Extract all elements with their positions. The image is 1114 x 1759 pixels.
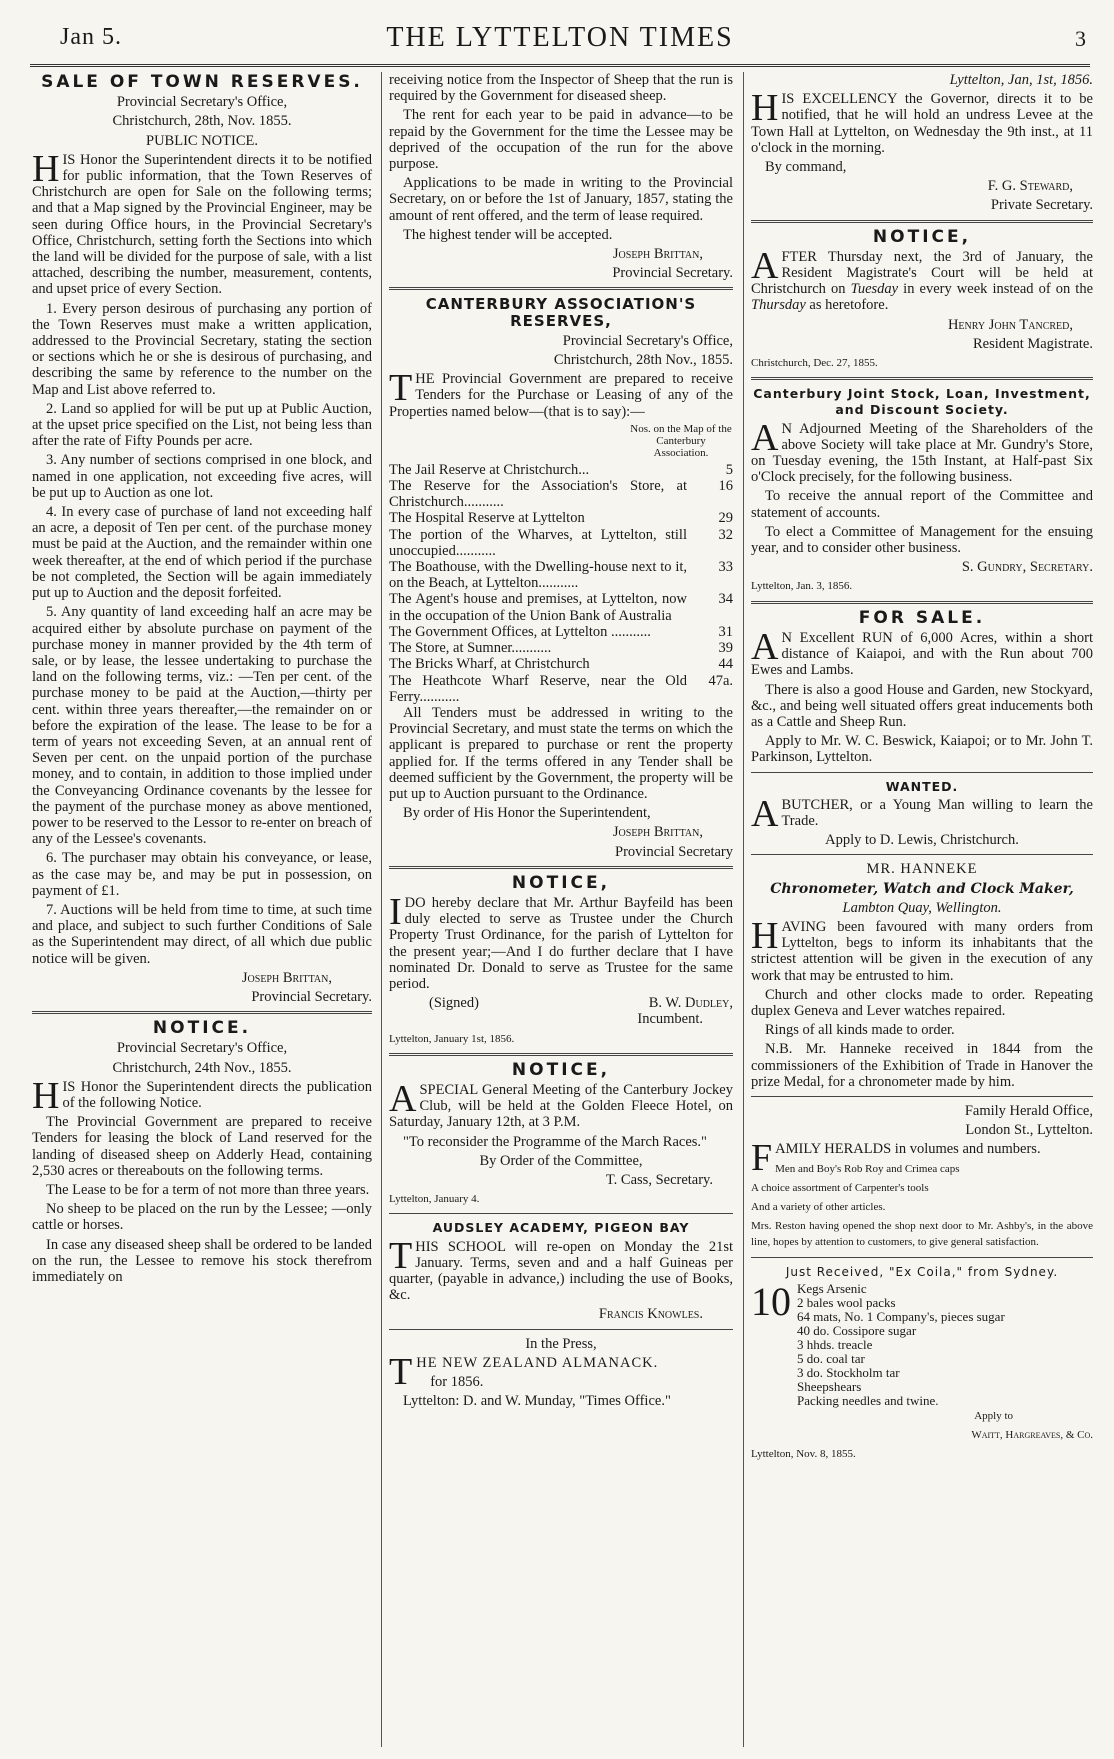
paragraph: HIS Honor the Superintendent directs it to be notified for public information, that the Town Reserves of Christchurch are open for Sale on the following terms; and that a Map signed by the Provincial Engineer, may be seen during Office hours, in the Provincial Secretary's Office, Christchurch, setting forth the Sections into which the land will be divided for the purpose of sale, with a list attached, describing the number, measurement, contents, and upset price of every Section. [32, 147, 372, 298]
text: as heretofore. [809, 297, 889, 314]
reserve-map-number: 44 [718, 656, 733, 673]
heading-notice: NOTICE, [872, 226, 972, 247]
divider [389, 1329, 733, 1330]
paragraph: Lyttelton: D. and W. Munday, "Times Office." [403, 1393, 671, 1410]
divider [389, 1053, 733, 1056]
paragraph: THIS SCHOOL will re-open on Monday the 21st January. Terms, seven and and a half Guineas per quarter, (payable in advance,) including the use of Books, &c. [389, 1234, 733, 1304]
heading-hanneke: MR. HANNEKE [866, 861, 978, 878]
notice-date: Lyttelton, Jan. 3, 1856. [751, 580, 853, 593]
office-date: Christchurch, 24th Nov., 1855. [112, 1059, 292, 1076]
heading-notice: NOTICE. [152, 1018, 252, 1039]
apply-label: Apply to [974, 1409, 1013, 1422]
reserve-item [389, 510, 733, 526]
notice-date: Lyttelton, January 4. [389, 1193, 480, 1206]
map-note: Nos. on the Map of the Canterbury Association. [630, 422, 732, 459]
text: Tuesday [850, 281, 899, 298]
newspaper-title: THE LYTTELTON TIMES [386, 22, 734, 53]
reserve-map-number: 5 [725, 461, 733, 478]
signature: B. W. Dudley, [648, 995, 733, 1012]
column-divider [381, 72, 382, 1747]
divider [751, 854, 1093, 855]
paragraph: Applications to be made in writing to the Provincial Secretary, on or before the 1st of January, 1857, stating the amount of rent offered, and the term of lease required. [389, 175, 733, 224]
paragraph: receiving notice from the Inspector of Sheep that the run is required by the Government for diseased sheep. [389, 72, 733, 105]
reserve-item [389, 559, 733, 591]
office-line: Provincial Secretary's Office, [116, 94, 288, 111]
signature-title: Provincial Secretary. [612, 265, 733, 282]
reserve-map-number: 34 [718, 591, 733, 608]
term-3: 3. Any number of sections comprised in one block, and named in one application, not exceeding five acres, will be put up to Auction as one lot. [32, 452, 372, 501]
paragraph: "To reconsider the Programme of the March Races." [403, 1133, 707, 1150]
paragraph [751, 244, 1093, 314]
goods-item: 40 do. Cossipore sugar [797, 1322, 917, 1338]
term-5: 5. Any quantity of land exceeding half an acre may be acquired either by absolute purchase on payment of the purchase money in manner provided by the 4th term of sale, or by lease, the lessee undertaking to purchase the land on the following terms, viz.: —Ten per cent. of the purchase money to be paid at the Auction,—thirty per cent. within three years thereafter,—the remainder on or before the expiration of the lease. The lease to be for a term of years not exceeding Seven, at an annual rent of Seven per cent. on the unpaid portion of the purchase money, and to contain, in addition to those implied under the Conveyancing Ordinance covenants by the lessee for the payment of the purchase money as above mentioned, power to be reserved to the Lessor to re-enter on breach of any of the Lessee's covenants. [32, 604, 372, 848]
reserve-map-number: 39 [718, 640, 733, 657]
paragraph: Rings of all kinds made to order. [765, 1022, 955, 1039]
hanneke-address: Lambton Quay, Wellington. [842, 899, 1002, 916]
signature-title: Incumbent. [637, 1011, 703, 1028]
paragraph: The highest tender will be accepted. [403, 226, 613, 243]
term-1: 1. Every person desirous of purchasing any portion of the Town Reserves must make a written application, addressed to the Provincial Secretary, stating the section or sections which he or she is desirous of purchasing, and describing the same by reference to the number on the Map and List above referred to. [32, 300, 372, 398]
term-6: 6. The purchaser may obtain his conveyance, or lease, as the case may be, and may be put in possession, on payment of £1. [32, 850, 372, 899]
signature: Henry John Tancred, [947, 316, 1073, 333]
divider [751, 1096, 1093, 1097]
notice-date: Lyttelton, Nov. 8, 1855. [751, 1448, 856, 1461]
paragraph: AN Excellent RUN of 6,000 Acres, within a short distance of Kaiapoi, and with the Run about 700 Ewes and Lambs. [751, 625, 1093, 679]
paragraph: FAMILY HERALDS in volumes and numbers. [751, 1137, 1041, 1180]
paragraph: No sheep to be placed on the run by the Lessee; —only cattle or horses. [32, 1201, 372, 1234]
paragraph: IDO hereby declare that Mr. Arthur Bayfeild has been duly elected to serve as Trustee under the Church Property Trust Ordinance, for the parish of Lyttelton for the present year;—And I do further declare that I have nominated Dr. Donald to serve as Trustee for the same period. [389, 890, 733, 992]
text: Thursday [751, 297, 806, 314]
notice-date: Lyttelton, Jan, 1st, 1856. [949, 72, 1093, 88]
paragraph: THE Provincial Government are prepared to receive Tenders for the Purchase or Leasing of any of the Properties named below—(that is to say):— [389, 367, 733, 420]
signed-label: (Signed) [429, 995, 479, 1012]
issue-date: Jan 5. [60, 24, 122, 50]
divider [389, 1213, 733, 1214]
goods-item: 2 bales wool packs [797, 1294, 896, 1310]
office-line: Provincial Secretary's Office, [116, 1040, 288, 1057]
paragraph: By command, [765, 159, 847, 176]
paragraph: There is also a good House and Garden, new Stockyard, &c., and being well situated offers great inducements both as a Cattle and Sheep Run. [751, 681, 1093, 730]
heading-for-sale: FOR SALE. [858, 607, 986, 628]
public-notice-label: PUBLIC NOTICE. [146, 132, 258, 149]
signature: Joseph Brittan, [241, 969, 332, 986]
office-date: Christchurch, 28th Nov., 1855. [553, 352, 733, 369]
office-line: Family Herald Office, [964, 1102, 1093, 1119]
reserve-map-number: 47a. [708, 672, 733, 689]
goods-item: 64 mats, No. 1 Company's, pieces sugar [797, 1308, 1005, 1324]
masthead-rule [30, 64, 1090, 67]
text: AFTER Thursday next, the 3rd of January, the Resident Magistrate's Court will be held at Christchurch on [751, 244, 1093, 298]
reserve-name: The Reserve for the Association's Store, at Christchurch........... [389, 478, 687, 511]
masthead [30, 18, 1090, 58]
hanneke-trade: Chronometer, Watch and Clock Maker, [770, 880, 1074, 897]
divider [751, 377, 1093, 380]
goods-item: 3 do. Stockholm tar [797, 1364, 900, 1380]
reserve-item [389, 656, 733, 672]
reserve-name: The Hospital Reserve at Lyttelton [389, 510, 585, 527]
paragraph: The rent for each year to be paid in advance—to be repaid by the Government for the time the Lessee may be deprived of the occupation of the run for the above purpose. [389, 107, 733, 173]
signature-title: Private Secretary. [990, 197, 1093, 214]
paragraph: Apply to Mr. W. C. Beswick, Kaiapoi; or to Mr. John T. Parkinson, Lyttelton. [751, 733, 1093, 766]
heading-canterbury-association-reserves: CANTERBURY ASSOCIATION'S RESERVES, [425, 295, 697, 330]
reserve-map-number: 33 [718, 559, 733, 576]
reserve-name: The Government Offices, at Lyttelton ........... [389, 623, 651, 640]
reserve-map-number: 29 [718, 510, 733, 527]
reserve-item [389, 478, 733, 510]
divider [751, 220, 1093, 223]
page-number: 3 [1075, 26, 1086, 51]
reserve-name: The Bricks Wharf, at Christchurch [389, 656, 590, 673]
reserve-name: The Boathouse, with the Dwelling-house next to it, on the Beach, at Lyttelton........... [389, 559, 687, 592]
reserve-name: The portion of the Wharves, at Lyttelton, still unoccupied........... [389, 526, 687, 559]
paragraph: HIS Honor the Superintendent directs the publication of the following Notice. [32, 1074, 372, 1117]
paragraph: AN Adjourned Meeting of the Shareholders of the above Society will take place at Mr. Gundry's Store, on Tuesday evening, the 15th Instant, at Half-past Six o'Clock precisely, for the following business. [751, 416, 1093, 486]
reserve-item [389, 640, 733, 656]
term-7: 7. Auctions will be held from time to time, at such time and place, and subject to such further Conditions of Sale as the Superintendent may direct, of all which due public notice will be given. [32, 901, 372, 967]
paragraph: And a variety of other articles. [751, 1200, 886, 1213]
paragraph: By Order of the Committee, [479, 1152, 643, 1169]
goods-item: Packing needles and twine. [797, 1392, 939, 1408]
column-2 [389, 72, 733, 1747]
divider [32, 1011, 372, 1014]
signature: Joseph Brittan, [612, 246, 703, 263]
heading-wanted: WANTED. [885, 778, 959, 794]
notice-date: Lyttelton, January 1st, 1856. [389, 1032, 515, 1045]
goods-item: 3 hhds. treacle [797, 1336, 873, 1352]
reserves-list [389, 462, 733, 705]
paragraph: Church and other clocks made to order. Repeating duplex Geneva and Lever watches repaired. [751, 986, 1093, 1019]
notice-date: Christchurch, Dec. 27, 1855. [751, 357, 878, 370]
heading-notice: NOTICE, [511, 1059, 611, 1080]
term-2: 2. Land so applied for will be put up at Public Auction, at the upset price specified on the List, not being less than after the rate of Fifty Pounds per acre. [32, 400, 372, 450]
reserve-name: The Heathcote Wharf Reserve, near the Old Ferry........... [389, 672, 687, 705]
quantity-number: 10 [751, 1278, 791, 1324]
reserve-map-number: 32 [718, 526, 733, 543]
signature: Francis Knowles. [598, 1306, 703, 1323]
paragraph: HIS EXCELLENCY the Governor, directs it to be notified, that he will hold an undress Levee at the Town Hall at Lyttelton, on Wednesday the 9th inst., at 11 o'clock in the morning. [751, 87, 1093, 156]
paragraph: Men and Boy's Rob Roy and Crimea caps [775, 1162, 960, 1175]
heading-just-received: Just Received, "Ex Coila," from Sydney. [785, 1264, 1059, 1279]
divider [389, 866, 733, 869]
signature: Joseph Brittan, [612, 824, 703, 841]
paragraph: HAVING been favoured with many orders from Lyttelton, begs to inform its inhabitants that the strictest attention will be given in the execution of any work that may be entrusted to him. [751, 914, 1093, 984]
office-line: London St., Lyttelton. [965, 1122, 1093, 1139]
almanack-title: THE NEW ZEALAND ALMANACK. [389, 1350, 659, 1393]
reserve-name: The Jail Reserve at Christchurch... [389, 461, 590, 478]
office-line: Provincial Secretary's Office, [562, 332, 733, 349]
reserve-item [389, 527, 733, 559]
press-label: In the Press, [525, 1335, 597, 1352]
heading-audsley-academy: AUDSLEY ACADEMY, PIGEON BAY [432, 1220, 690, 1236]
reserve-item [389, 591, 733, 623]
goods-item: 5 do. coal tar [797, 1350, 865, 1366]
paragraph: Apply to D. Lewis, Christchurch. [825, 832, 1019, 849]
paragraph: Mrs. Reston having opened the shop next door to Mr. Ashby's, in the above line, hopes by attention to customers, to give general satisfaction. [751, 1220, 1093, 1249]
divider [751, 772, 1093, 773]
office-date: Christchurch, 28th, Nov. 1855. [112, 113, 292, 130]
signature: S. Gundry, Secretary. [961, 559, 1093, 576]
paragraph: To receive the annual report of the Committee and statement of accounts. [751, 488, 1093, 521]
signature-title: Provincial Secretary [615, 843, 733, 860]
reserve-item [389, 462, 733, 478]
reserve-name: The Agent's house and premises, at Lyttelton, now in the occupation of the Union Bank of Australia [389, 591, 687, 624]
heading-joint-stock-society: Canterbury Joint Stock, Loan, Investment, and Discount Society. [753, 386, 1091, 418]
reserve-map-number: 31 [718, 623, 733, 640]
signature-title: Provincial Secretary. [251, 988, 372, 1005]
paragraph: N.B. Mr. Hanneke received in 1844 from the commissioners of the Exhibition of Trade in Hanover the prize Medal, for a chronometer made by him. [751, 1041, 1093, 1090]
reserve-item [389, 624, 733, 640]
paragraph: All Tenders must be addressed in writing to the Provincial Secretary, and must state the terms on which the applicant is prepared to purchase or rent the property applied for. If the terms offered in any Tender shall be deemed sufficient by the Government, the property will be put up to Auction pursuant to the Ordinance. [389, 704, 733, 802]
reserve-name: The Store, at Sumner........... [389, 640, 552, 657]
paragraph: A choice assortment of Carpenter's tools [751, 1181, 929, 1194]
heading-notice: NOTICE, [511, 872, 611, 893]
divider [389, 287, 733, 290]
paragraph: The Lease to be for a term of not more than three years. [46, 1182, 370, 1198]
goods-item: Sheepshears [797, 1378, 862, 1394]
signature: Waitt, Hargreaves, & Co. [971, 1429, 1093, 1441]
heading-sale-of-town-reserves: SALE OF TOWN RESERVES. [41, 72, 363, 92]
column-3 [751, 72, 1093, 1747]
goods-list [797, 1282, 1005, 1408]
paragraph: ABUTCHER, or a Young Man willing to learn the Trade. [751, 792, 1093, 835]
paragraph: ASPECIAL General Meeting of the Canterbury Jockey Club, will be held at the Golden Fleece Hotel, on Saturday, January 12th, at 3 P.M. [389, 1077, 733, 1131]
paragraph: In case any diseased sheep shall be ordered to be landed on the run, the Lessee to remove his stock therefrom immediately on [32, 1236, 372, 1286]
term-4: 4. In every case of purchase of land not exceeding half an acre, a deposit of Ten per cent. of the purchase money must be paid at the Auction, and the remainder within one week thereafter, at the end of which period if the purchase be not completed, the Section will be again immediately put up to Auction and the deposit forfeited. [32, 504, 372, 602]
almanack-year: for 1856. [430, 1374, 484, 1391]
paragraph: To elect a Committee of Management for the ensuing year, and to consider other business. [751, 523, 1093, 557]
signature: T. Cass, Secretary. [605, 1171, 713, 1188]
text: in every week instead of on the [903, 281, 1093, 298]
divider [751, 601, 1093, 604]
column-1 [32, 72, 372, 1747]
goods-item: Kegs Arsenic [797, 1280, 867, 1296]
paragraph: By order of His Honor the Superintendent, [403, 805, 651, 822]
divider [751, 1257, 1093, 1258]
reserve-item [389, 673, 733, 705]
reserve-map-number: 16 [718, 478, 733, 495]
paragraph: The Provincial Government are prepared to receive Tenders for leasing the block of Land reserved for the landing of diseased sheep on Adderly Head, containing 2,530 acres or thereabouts on the following terms. [32, 1114, 372, 1179]
column-divider [743, 72, 744, 1747]
signature-title: Resident Magistrate. [972, 335, 1093, 352]
signature: F. G. Steward, [987, 178, 1073, 195]
